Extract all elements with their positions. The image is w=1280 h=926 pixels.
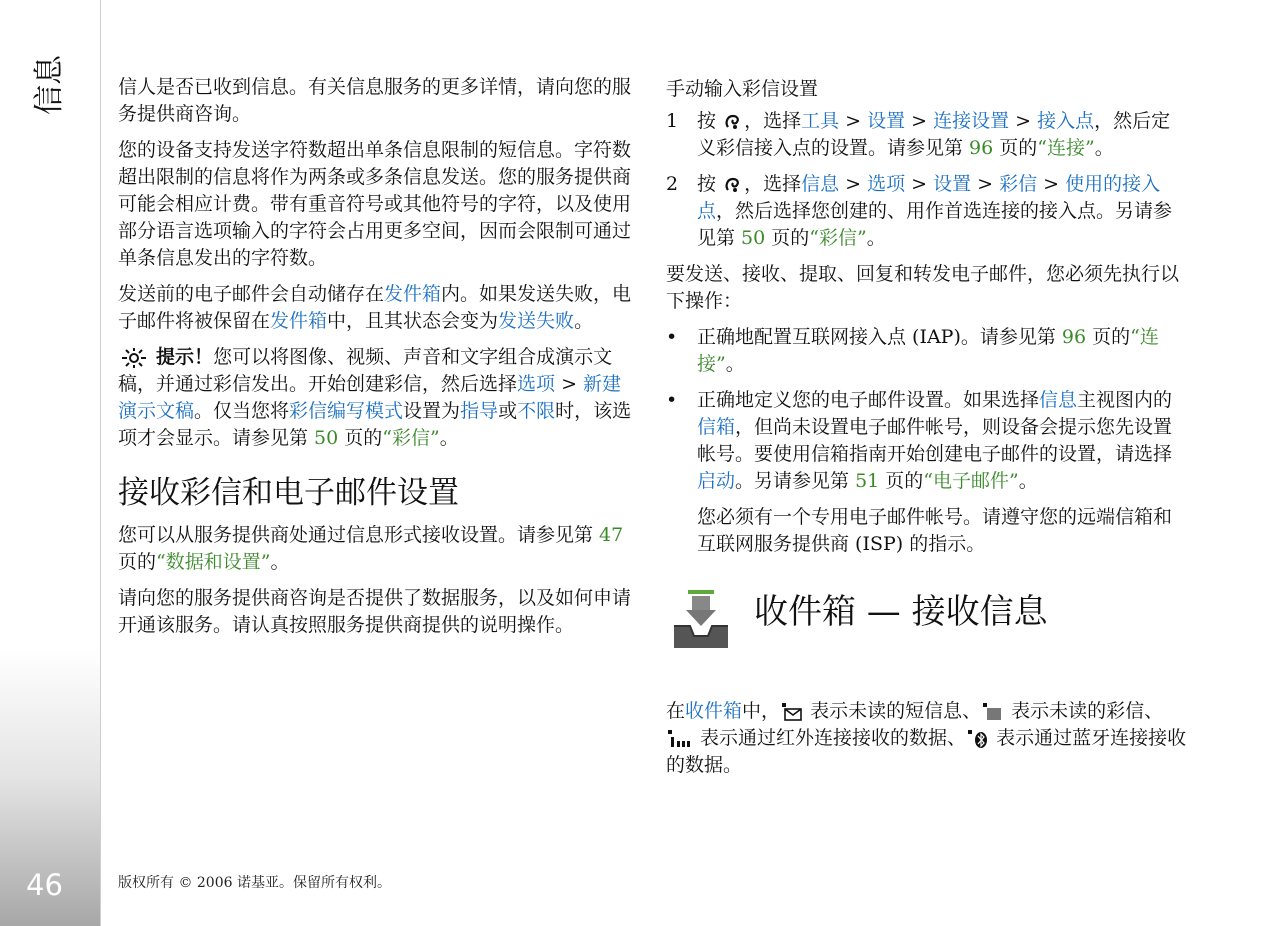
bullet-list (666, 324, 1188, 495)
text: 或 (498, 400, 518, 422)
messaging-link[interactable]: 信息 (801, 173, 840, 195)
email-ref-link[interactable]: “电子邮件” (923, 470, 1019, 492)
page-ref: 96 (969, 137, 994, 159)
text: 表示未读的彩信、 (1005, 700, 1164, 722)
step-number: 2 (666, 173, 679, 195)
inbox-link[interactable]: 收件箱 (685, 700, 743, 722)
infrared-data-icon (666, 729, 694, 749)
outbox-link[interactable]: 发件箱 (270, 310, 328, 332)
page-ref: 51 (855, 470, 880, 492)
text: > (971, 173, 1000, 195)
text: 设置为 (403, 400, 461, 422)
text: 按 (697, 173, 717, 195)
text: 您可以从服务提供商处通过信息形式接收设置。请参见第 (118, 524, 600, 546)
text: > (839, 110, 868, 132)
bullet: • (666, 389, 678, 411)
tip-label: 提示！ (156, 346, 214, 368)
text: 表示通过蓝牙连接接收的数据。 (666, 727, 1187, 776)
inbox-section-icon (666, 586, 736, 656)
mms-creation-mode-link[interactable]: 彩信编写模式 (289, 400, 404, 422)
text: ，然后定义彩信接入点的设置。请参见第 (697, 110, 1171, 159)
text: 页的 (993, 137, 1038, 159)
text: 正确地定义您的电子邮件设置。如果选择 (697, 389, 1040, 411)
paragraph (118, 281, 634, 335)
text: 正确地配置互联网接入点 (IAP)。请参见第 (697, 326, 1062, 348)
text: 。 (725, 353, 745, 375)
text: 页的 (338, 427, 383, 449)
text: 。 (439, 427, 459, 449)
text: 。仅当您将 (194, 400, 290, 422)
text: ，然后选择您创建的、用作首选连接的接入点。另请参见第 (697, 200, 1173, 249)
text: 表示未读的短信息、 (804, 700, 982, 722)
text: 页的 (118, 551, 157, 573)
text: 中，且其状态会变为 (327, 310, 499, 332)
subheading: 手动输入彩信设置 (666, 78, 819, 100)
list-item (666, 171, 1188, 252)
right-column (666, 74, 1188, 788)
options-link[interactable]: 选项 (517, 373, 556, 395)
text: 页的 (765, 227, 810, 249)
copyright-footer: 版权所有 © 2006 诺基亚。保留所有权利。 (118, 875, 391, 891)
text: 在 (666, 700, 686, 722)
text: 。 (1094, 137, 1114, 159)
step-number: 1 (666, 110, 679, 132)
text: 。 (866, 227, 886, 249)
text: 。 (270, 551, 290, 573)
mms-ref-link[interactable]: “彩信” (809, 227, 867, 249)
section-title-vertical: 信息 (32, 55, 67, 115)
list-item (666, 108, 1188, 162)
data-settings-ref-link[interactable]: “数据和设置” (156, 551, 271, 573)
text: 。另请参见第 (735, 470, 856, 492)
text: 内。如果发送失败，电子邮件将被保留在 (118, 283, 632, 332)
text: ，选择 (744, 110, 802, 132)
options-link[interactable]: 选项 (867, 173, 906, 195)
text: 时，该选项才会显示。请参见第 (118, 400, 632, 449)
left-column (118, 74, 634, 648)
unread-sms-icon (780, 702, 804, 722)
guided-link[interactable]: 指导 (460, 400, 499, 422)
page-ref: 50 (314, 427, 339, 449)
text: 您可以将图像、视频、声音和文字组合成演示文稿，并通过彩信发出。开始创建彩信，然后选择 (118, 346, 613, 395)
text: 主视图内的 (1077, 389, 1173, 411)
page-number: 46 (26, 868, 63, 902)
text: > (839, 173, 868, 195)
text: 页的 (879, 470, 924, 492)
section-heading: 接收彩信和电子邮件设置 (118, 475, 459, 511)
text: 。 (574, 310, 594, 332)
text: > (555, 373, 584, 395)
list-item (666, 324, 1188, 378)
paragraph: 要发送、接收、提取、回复和转发电子邮件，您必须先执行以下操作： (666, 263, 1180, 312)
bluetooth-data-icon (966, 729, 990, 749)
text: 发送前的电子邮件会自动储存在 (118, 283, 385, 305)
settings-link[interactable]: 设置 (867, 110, 906, 132)
start-link[interactable]: 启动 (697, 470, 736, 492)
free-link[interactable]: 不限 (517, 400, 556, 422)
text: 中， (742, 700, 781, 722)
paragraph: 请向您的服务提供商咨询是否提供了数据服务，以及如何申请开通该服务。请认真按照服务提供商提供的说明操作。 (118, 587, 632, 636)
connection-ref-link[interactable]: “连接” (697, 326, 1159, 375)
paragraph: 您的设备支持发送字符数超出单条信息限制的短信息。字符数超出限制的信息将作为两条或多条信息发送。您的服务提供商可能会相应计费。带有重音符号或其他符号的字符，以及使用部分语言选项输入的字符会占用更多空间，因而会限制可通过单条信息发出的字符数。 (118, 139, 632, 269)
lightbulb-tip-icon (118, 347, 150, 369)
text: ，选择 (744, 173, 802, 195)
mms-link[interactable]: 彩信 (999, 173, 1038, 195)
access-point-in-use-link[interactable]: 使用的接入点 (697, 173, 1161, 222)
new-presentation-link[interactable]: 新建演示文稿 (118, 373, 622, 422)
text: > (1009, 110, 1038, 132)
page-ref: 47 (599, 524, 624, 546)
text: > (905, 173, 934, 195)
mms-ref-link[interactable]: “彩信” (382, 427, 440, 449)
text: > (1037, 173, 1066, 195)
paragraph (118, 522, 634, 576)
inbox-section-title: 收件箱 — 接收信息 (754, 592, 1048, 632)
paragraph (666, 698, 1188, 779)
access-points-link[interactable]: 接入点 (1037, 110, 1095, 132)
steps-list (666, 108, 1188, 252)
connection-settings-link[interactable]: 连接设置 (933, 110, 1010, 132)
sidebar (0, 0, 101, 926)
page-ref: 96 (1061, 326, 1087, 348)
text: 。 (1018, 470, 1038, 492)
tools-link[interactable]: 工具 (801, 110, 840, 132)
connection-ref-link[interactable]: “连接” (1037, 137, 1095, 159)
unread-mms-icon (981, 702, 1005, 722)
inbox-section-header (666, 586, 1188, 678)
menu-key-icon (722, 174, 744, 196)
paragraph: 信人是否已收到信息。有关信息服务的更多详情，请向您的服务提供商咨询。 (118, 76, 632, 125)
menu-key-icon (722, 111, 744, 133)
outbox-link[interactable]: 发件箱 (384, 283, 442, 305)
bullet: • (666, 326, 678, 348)
text: > (905, 110, 934, 132)
page-ref: 50 (741, 227, 766, 249)
settings-link[interactable]: 设置 (933, 173, 972, 195)
messaging-link[interactable]: 信息 (1039, 389, 1078, 411)
list-item (666, 387, 1188, 495)
paragraph: 您必须有一个专用电子邮件帐号。请遵守您的远端信箱和互联网服务提供商 (ISP) 的指示。 (697, 506, 1173, 555)
text: ，但尚未设置电子邮件帐号，则设备会提示您先设置帐号。要使用信箱指南开始创建电子邮件的设置，请选择 (697, 416, 1173, 465)
mailbox-link[interactable]: 信箱 (697, 416, 736, 438)
text: 表示通过红外连接接收的数据、 (694, 727, 967, 749)
text: 页的 (1086, 326, 1131, 348)
text: 按 (697, 110, 717, 132)
tip-paragraph (118, 344, 634, 452)
send-failed-link[interactable]: 发送失败 (498, 310, 575, 332)
